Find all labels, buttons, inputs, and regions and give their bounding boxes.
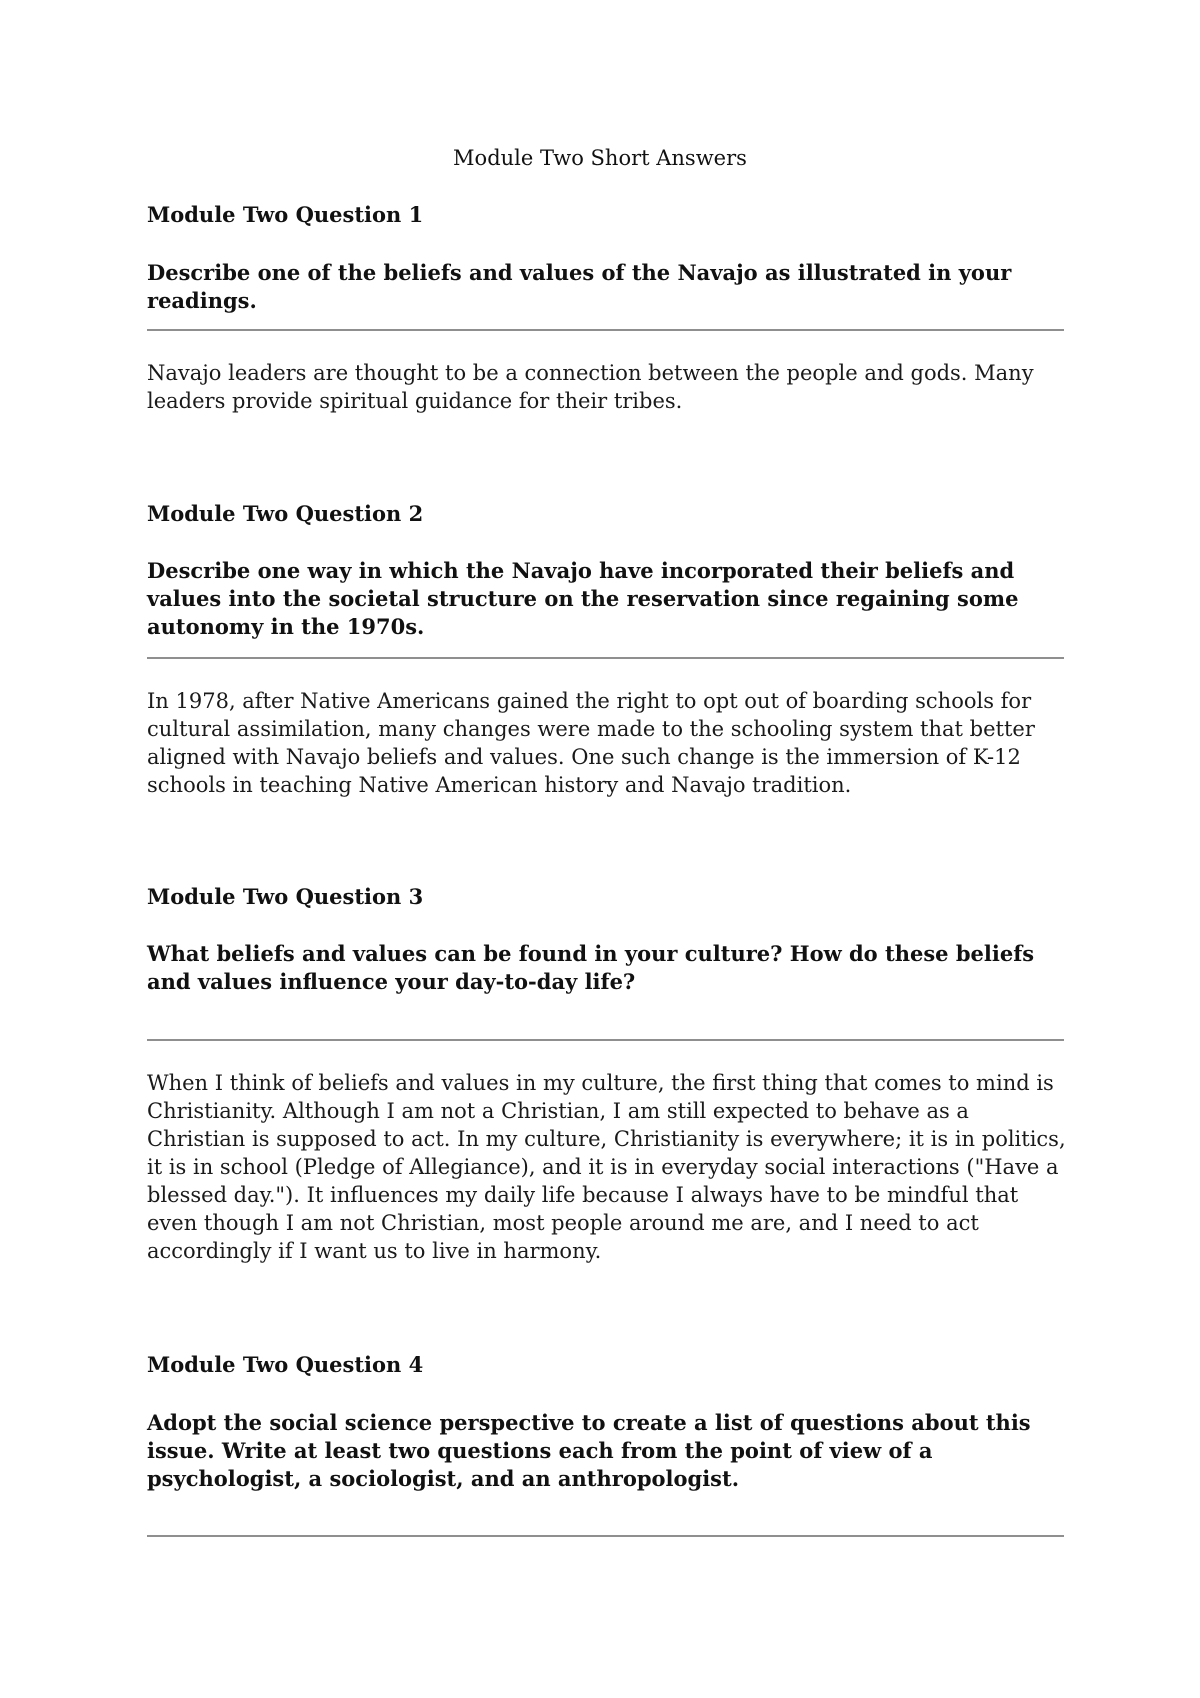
question-3-heading: Module Two Question 3: [147, 884, 424, 909]
question-1-answer: Navajo leaders are thought to be a connection between the people and gods. Many leaders provide spiritual guidance for their tribes.: [147, 361, 1034, 413]
answer-divider: [147, 1535, 1064, 1537]
question-2-heading: Module Two Question 2: [147, 501, 424, 526]
question-1-prompt: Describe one of the beliefs and values of the Navajo as illustrated in your readings.: [147, 260, 1012, 313]
question-3-answer: When I think of beliefs and values in my culture, the first thing that comes to mind is Christianity. Although I am not a Christian, I am still expected to behave as a Christian is supposed to act. In my culture, Christianity is everywhere; it is in politics, it is in school (Pledge of Allegiance), and it is in everyday social interactions ("Have a blessed day."). It influences my daily life because I always have to be mindful that even though I am not Christian, most people around me are, and I need to act accordingly if I want us to live in harmony.: [147, 1071, 1066, 1263]
answer-divider: [147, 1039, 1064, 1041]
question-1-heading: Module Two Question 1: [147, 202, 424, 227]
document-title: Module Two Short Answers: [453, 146, 747, 170]
question-2-prompt: Describe one way in which the Navajo have incorporated their beliefs and values into the societal structure on the reservation since regaining some autonomy in the 1970s.: [147, 558, 1019, 639]
question-4-prompt: Adopt the social science perspective to create a list of questions about this issue. Write at least two questions each from the point of view of a psychologist, a sociologist, and an anthropologist.: [147, 1410, 1031, 1491]
question-3-prompt: What beliefs and values can be found in your culture? How do these beliefs and values influence your day-to-day life?: [147, 941, 1035, 994]
question-2-answer: In 1978, after Native Americans gained the right to opt out of boarding schools for cultural assimilation, many changes were made to the schooling system that better aligned with Navajo beliefs and values. One such change is the immersion of K-12 schools in teaching Native American history and Navajo tradition.: [147, 689, 1035, 797]
question-4-heading: Module Two Question 4: [147, 1352, 424, 1377]
answer-divider: [147, 657, 1064, 659]
answer-divider: [147, 329, 1064, 331]
